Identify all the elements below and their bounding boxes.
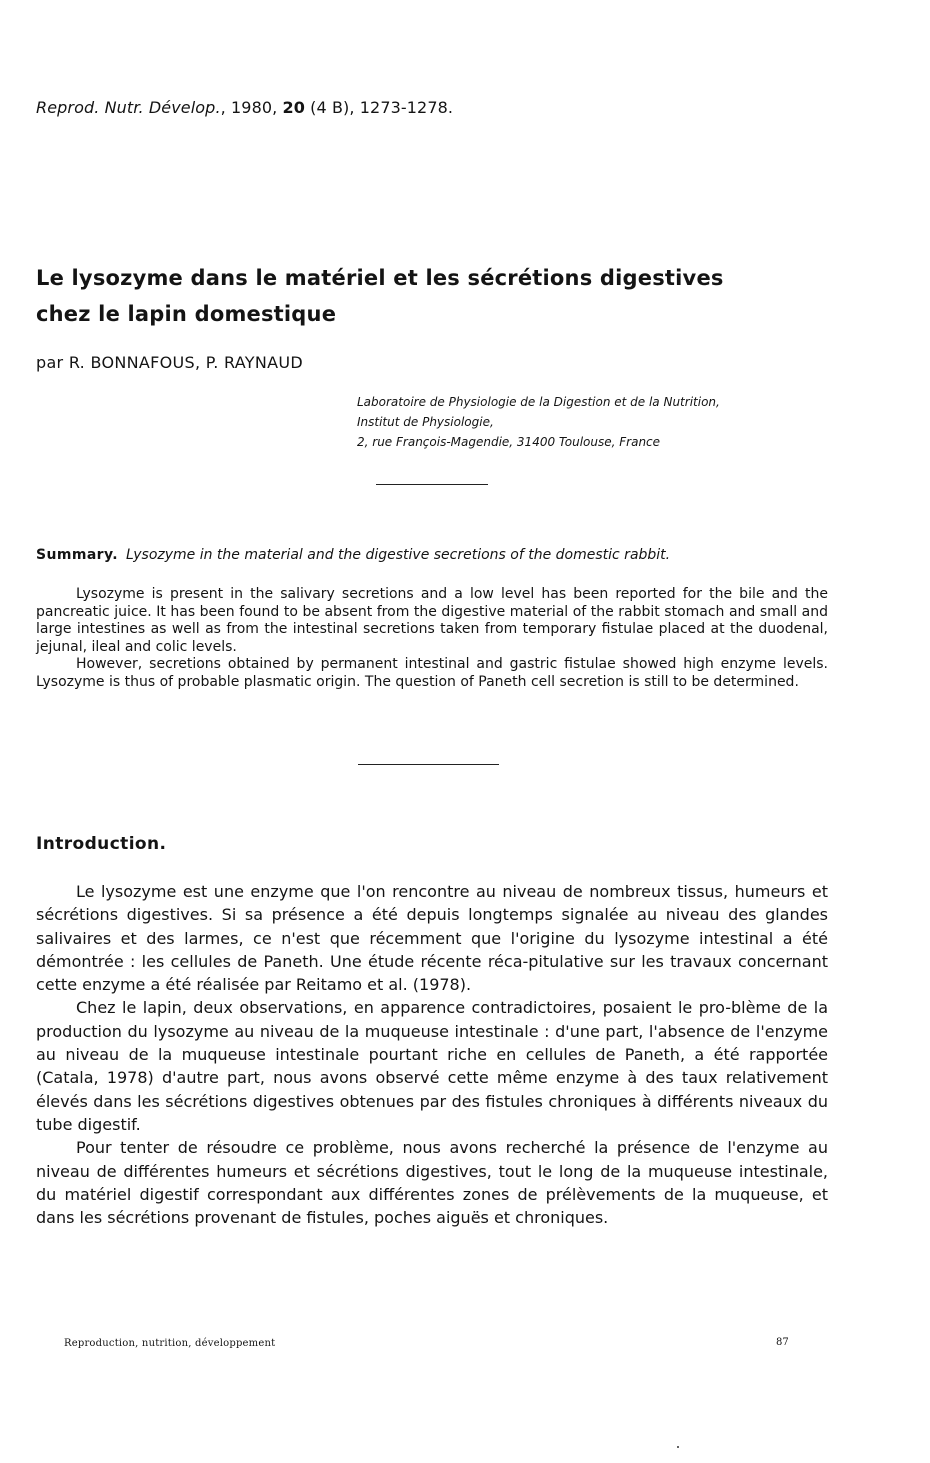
article-title: [36, 260, 816, 332]
affiliation-line-3: 2, rue François-Magendie, 31400 Toulouse, France: [357, 435, 661, 449]
summary-paragraph: However, secretions obtained by permanent intestinal and gastric fistulae showed high enzyme levels. Lysozyme is thus of probable plasmatic origin. The question of Paneth cell secretion is still to be determined.: [36, 656, 828, 690]
summary-label: Summary.: [36, 547, 118, 563]
section-heading-introduction: Introduction.: [36, 834, 167, 854]
intro-paragraph: Chez le lapin, deux observations, en apparence contradictoires, posaient le pro-blème de la production du lysozyme au niveau de la muqueuse intestinale : d'une part, l'absence de l'enzyme au niveau de la muqueuse intestinale pourtant riche en cellules de Paneth, a été rapportée (Catala, 1978) d'autre part, nous avons observé cette même enzyme à des taux relativement élevés dans les sécrétions digestives obtenues par des fistules chroniques à différents niveaux du tube digestif.: [36, 998, 828, 1134]
summary-title: Lysozyme in the material and the digestive secretions of the domestic rabbit.: [125, 547, 671, 563]
affiliation: [357, 392, 817, 452]
title-line-2: chez le lapin domestique: [36, 302, 337, 326]
title-line-1: Le lysozyme dans le matériel et les sécrétions digestives: [36, 266, 724, 290]
journal-name: Reprod. Nutr. Dévelop.: [36, 98, 221, 117]
footer-journal-name: Reproduction, nutrition, développement: [64, 1338, 276, 1349]
affiliation-line-1: Laboratoire de Physiologie de la Digestion et de la Nutrition,: [357, 395, 720, 409]
citation-volume: 20: [282, 98, 305, 117]
page-number: 87: [776, 1337, 789, 1348]
citation-year: , 1980,: [220, 98, 283, 117]
introduction-body: [36, 880, 828, 1229]
scan-speck: [677, 1446, 679, 1448]
separator-rule-bottom: [358, 764, 499, 765]
affiliation-line-2: Institut de Physiologie,: [357, 415, 494, 429]
summary-body: [36, 586, 828, 692]
separator-rule-top: [376, 484, 488, 485]
citation-pages: (4 B), 1273-1278.: [304, 98, 454, 117]
intro-paragraph: Pour tenter de résoudre ce problème, nous avons recherché la présence de l'enzyme au niveau de différentes humeurs et sécrétions digestives, tout le long de la muqueuse intestinale, du matériel digestif correspondant aux différentes zones de prélèvements de la muqueuse, et dans les sécrétions provenant de fistules, poches aiguës et chroniques.: [36, 1138, 828, 1228]
intro-paragraph: Le lysozyme est une enzyme que l'on rencontre au niveau de nombreux tissus, humeurs et sécrétions digestives. Si sa présence a été depuis longtemps signalée au niveau des glandes salivaires et des larmes, ce n'est que récemment que l'origine du lysozyme intestinal a été démontrée : les cellules de Paneth. Une étude récente réca-pitulative sur les travaux concernant cette enzyme a été réalisée par Reitamo et al. (1978).: [36, 882, 828, 995]
summary-header: [36, 547, 670, 563]
summary-paragraph: Lysozyme is present in the salivary secretions and a low level has been reported for the bile and the pancreatic juice. It has been found to be absent from the digestive material of the rabbit stomach and small and large intestines as well as from the intestinal secretions taken from temporary fistulae placed at the duodenal, jejunal, ileal and colic levels.: [36, 586, 828, 655]
authors: par R. BONNAFOUS, P. RAYNAUD: [36, 353, 303, 372]
journal-citation: [36, 98, 453, 117]
